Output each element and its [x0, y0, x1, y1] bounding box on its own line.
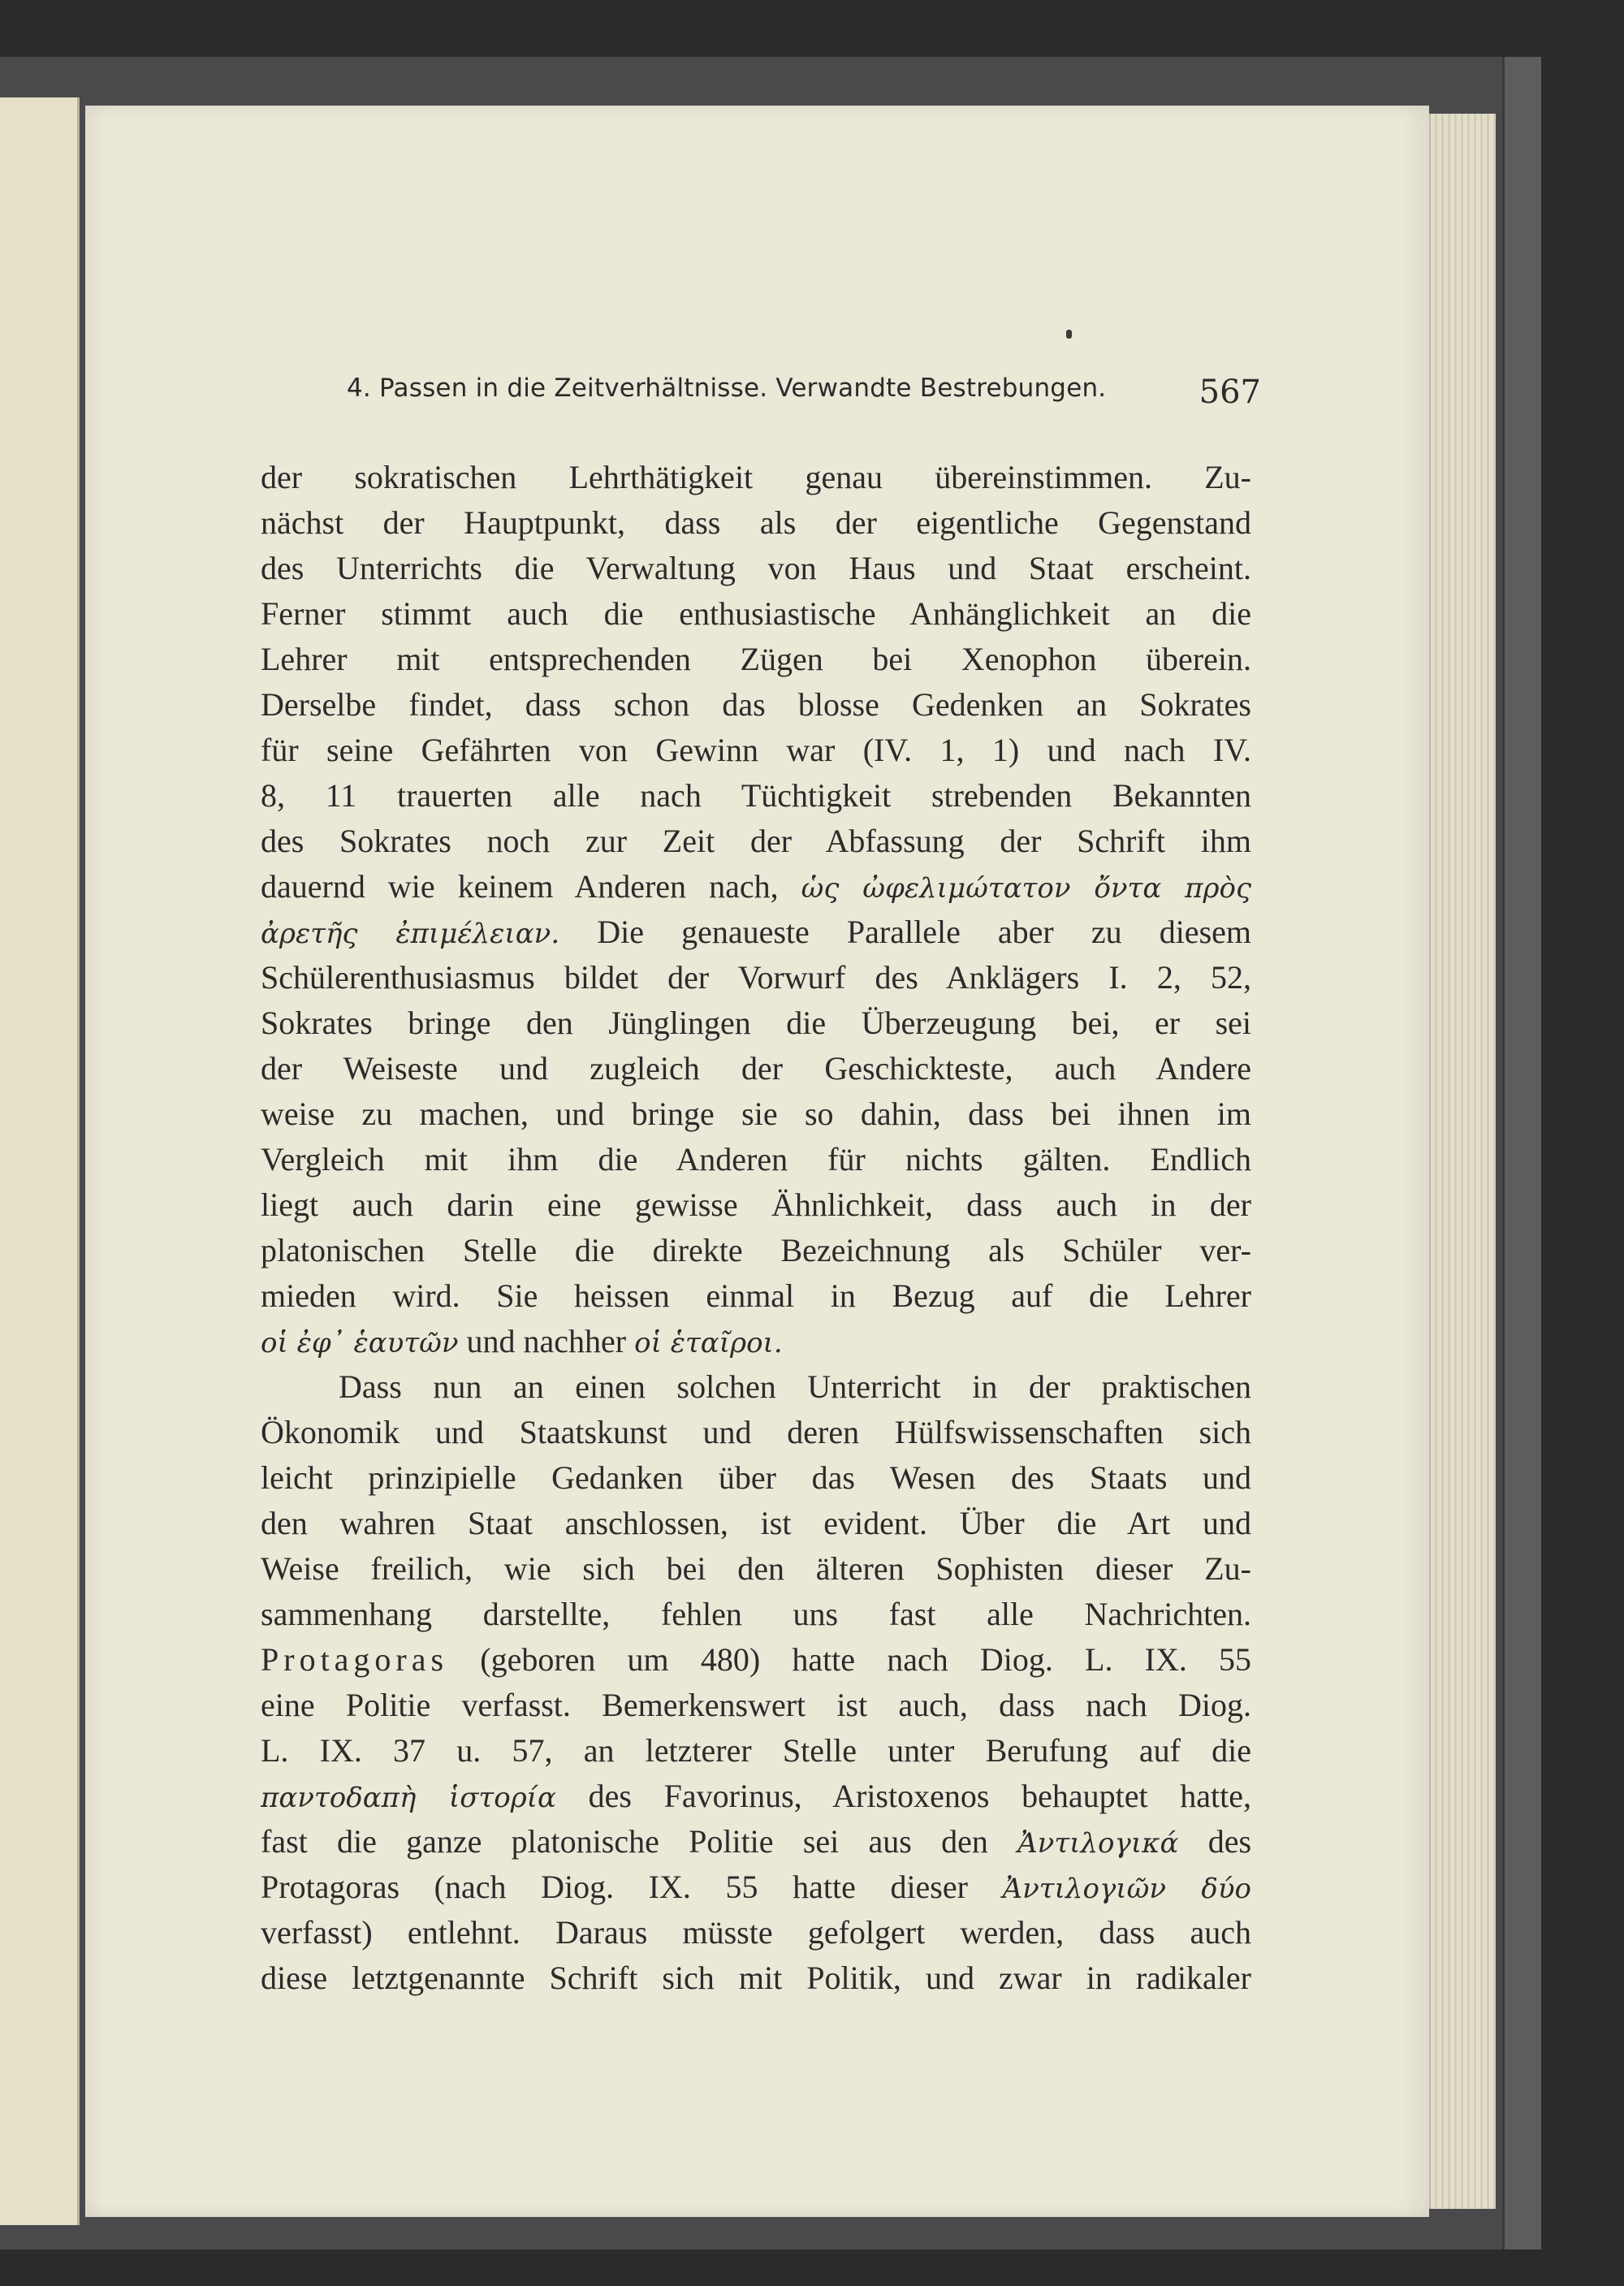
- text-line: sammenhang darstellte, fehlen uns fast alle Nachrichten.: [261, 1596, 1251, 1632]
- text-segment: des: [1207, 1823, 1251, 1860]
- ink-speck: [1066, 330, 1072, 339]
- text-line: eine Politie verfasst. Bemerkenswert ist auch, dass nach Diog.: [261, 1687, 1251, 1723]
- greek-quote: ὡς ὠφελιμώτατον ὄντα πρὸς: [801, 872, 1251, 905]
- text-line: Schülerenthusiasmus bildet der Vorwurf des Anklägers I. 2, 52,: [261, 959, 1251, 996]
- text-line: liegt auch darin eine gewisse Ähnlichkeit, dass auch in der: [261, 1186, 1251, 1223]
- text-line: [261, 1819, 1251, 1865]
- text-line: des Sokrates noch zur Zeit der Abfassung der Schrift ihm: [261, 823, 1251, 859]
- text-line: [261, 910, 1251, 955]
- text-line: [261, 1774, 1251, 1819]
- text-line: Derselbe findet, dass schon das blosse Gedenken an Sokrates: [261, 686, 1251, 723]
- text-line: [261, 1865, 1251, 1910]
- text-line: [261, 1319, 1251, 1364]
- text-segment: Die genaueste Parallele aber zu diesem: [597, 914, 1251, 950]
- text-line: mieden wird. Sie heissen einmal in Bezug auf die Lehrer: [261, 1277, 1251, 1314]
- text-line: verfasst) entlehnt. Daraus müsste gefolgert werden, dass auch: [261, 1914, 1251, 1951]
- running-head: 4. Passen in die Zeitverhältnisse. Verwandte Bestrebungen.: [347, 374, 1107, 403]
- text-line: Ökonomik und Staatskunst und deren Hülfswissenschaften sich: [261, 1414, 1251, 1450]
- book-page: [85, 106, 1429, 2217]
- paragraph-first-line: Dass nun an einen solchen Unterricht in der praktischen: [339, 1368, 1251, 1405]
- text-segment: (geboren um 480) hatte nach Diog. L. IX. 55: [480, 1641, 1251, 1678]
- text-line: leicht prinzipielle Gedanken über das Wesen des Staats und: [261, 1459, 1251, 1496]
- greek-quote: οἱ ἐφ᾿ ἑαυτῶν: [261, 1327, 459, 1359]
- text-line: der Weiseste und zugleich der Geschickteste, auch Andere: [261, 1050, 1251, 1087]
- text-line: Lehrer mit entsprechenden Zügen bei Xenophon überein.: [261, 641, 1251, 677]
- text-line: den wahren Staat anschlossen, ist evident. Über die Art und: [261, 1505, 1251, 1541]
- text-segment: und nachher: [466, 1323, 627, 1359]
- text-line: diese letztgenannte Schrift sich mit Politik, und zwar in radikaler: [261, 1960, 1251, 1996]
- greek-quote: Ἀντιλογικά: [1017, 1827, 1179, 1860]
- text-line: der sokratischen Lehrthätigkeit genau übereinstimmen. Zu-: [261, 459, 1251, 495]
- text-line: Ferner stimmt auch die enthusiastische Anhänglichkeit an die: [261, 595, 1251, 632]
- text-line: platonischen Stelle die direkte Bezeichnung als Schüler ver-: [261, 1232, 1251, 1268]
- spaced-name: Protagoras: [261, 1641, 449, 1678]
- text-segment: des Favorinus, Aristoxenos behauptet hatte,: [588, 1778, 1251, 1814]
- text-line: [261, 864, 1251, 910]
- cover-edge: [1502, 57, 1541, 2249]
- text-line: Vergleich mit ihm die Anderen für nichts gälten. Endlich: [261, 1141, 1251, 1178]
- text-segment: fast die ganze platonische Politie sei aus den: [261, 1823, 988, 1860]
- text-line: des Unterrichts die Verwaltung von Haus und Staat erscheint.: [261, 550, 1251, 586]
- greek-quote: οἱ ἑταῖροι.: [634, 1327, 783, 1359]
- text-line: 8, 11 trauerten alle nach Tüchtigkeit strebenden Bekannten: [261, 777, 1251, 814]
- text-line: nächst der Hauptpunkt, dass als der eigentliche Gegenstand: [261, 504, 1251, 541]
- text-line: für seine Gefährten von Gewinn war (IV. 1, 1) und nach IV.: [261, 732, 1251, 768]
- text-line: L. IX. 37 u. 57, an letzterer Stelle unter Berufung auf die: [261, 1732, 1251, 1769]
- text-segment: Protagoras (nach Diog. IX. 55 hatte dieser: [261, 1869, 968, 1905]
- text-line: weise zu machen, und bringe sie so dahin, dass bei ihnen im: [261, 1095, 1251, 1132]
- page-number: 567: [1199, 374, 1261, 411]
- text-line: Sokrates bringe den Jünglingen die Überzeugung bei, er sei: [261, 1005, 1251, 1041]
- text-line: [261, 1637, 1251, 1683]
- greek-quote: ἀρετῆς ἐπιμέλειαν.: [261, 918, 560, 950]
- greek-quote: Ἀντιλογιῶν δύο: [1002, 1873, 1251, 1905]
- page-stack-edge: [1429, 114, 1496, 2209]
- facing-page-edge: [0, 97, 80, 2225]
- text-line: Weise freilich, wie sich bei den älteren Sophisten dieser Zu-: [261, 1550, 1251, 1587]
- text-segment: dauernd wie keinem Anderen nach,: [261, 868, 779, 905]
- greek-quote: παντοδαπὴ ἱστορία: [261, 1782, 556, 1814]
